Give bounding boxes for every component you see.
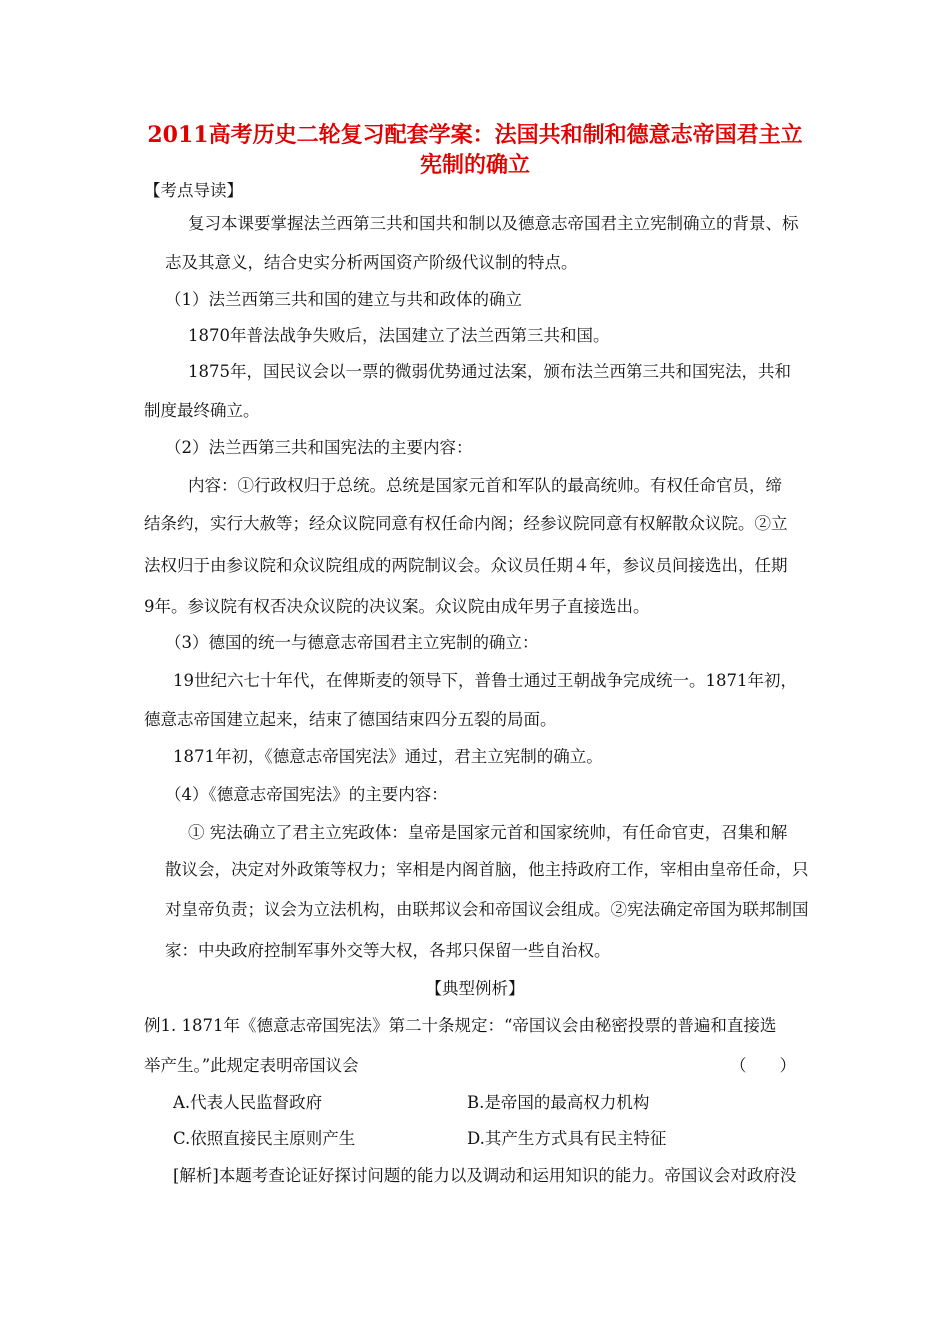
intro-line-2: 志及其意义，结合史实分析两国资产阶级代议制的特点。 — [165, 253, 578, 272]
para-4-line-c: 对皇帝负责；议会为立法机构，由联邦议会和帝国议会组成。②宪法确定帝国为联邦制国 — [165, 900, 809, 919]
para-3-line-2: 1871年初，《德意志帝国宪法》通过，君主立宪制的确立。 — [173, 747, 603, 766]
para-1-line-2b: 制度最终确立。 — [144, 401, 260, 420]
para-2-line-d: 9年。参议院有权否决众议院的决议案。众议院由成年男子直接选出。 — [144, 597, 650, 616]
heading-2: （2）法兰西第三共和国宪法的主要内容： — [165, 438, 473, 457]
section-guide-heading: 【考点导读】 — [144, 181, 243, 200]
option-a: A.代表人民监督政府 — [173, 1093, 323, 1112]
heading-4: （4）《德意志帝国宪法》的主要内容： — [165, 785, 448, 804]
doc-title-line-2: 宪制的确立 — [419, 152, 530, 178]
para-2-line-c: 法权归于由参议院和众议院组成的两院制议会。众议员任期４年，参议员间接选出，任期 — [144, 556, 788, 575]
option-c: C.依照直接民主原则产生 — [173, 1129, 356, 1148]
option-d: D.其产生方式具有民主特征 — [467, 1129, 667, 1148]
option-b: B.是帝国的最高权力机构 — [467, 1093, 650, 1112]
intro-line-1: 复习本课要掌握法兰西第三共和国共和制以及德意志帝国君主立宪制确立的背景、标 — [188, 214, 799, 233]
para-4-line-b: 散议会，决定对外政策等权力；宰相是内阁首脑，他主持政府工作，宰相由皇帝任命，只 — [165, 860, 809, 879]
doc-title-line-1: 2011高考历史二轮复习配套学案：法国共和制和德意志帝国君主立 — [147, 122, 803, 148]
para-3-line-1a: 19世纪六七十年代，在俾斯麦的领导下，普鲁士通过王朝战争完成统一。1871年初， — [173, 671, 797, 690]
heading-1: （1）法兰西第三共和国的建立与共和政体的确立 — [165, 290, 522, 309]
analysis-line: [解析]本题考查论证好探讨问题的能力以及调动和运用知识的能力。帝国议会对政府没 — [173, 1166, 797, 1185]
para-1-line-1: 1870年普法战争失败后，法国建立了法兰西第三共和国。 — [188, 326, 610, 345]
para-2-line-a: 内容：①行政权归于总统。总统是国家元首和军队的最高统帅。有权任命官员，缔 — [188, 476, 782, 495]
example-1-line-b: 举产生。”此规定表明帝国议会 — [144, 1056, 359, 1075]
para-4-line-a: ① 宪法确立了君主立宪政体：皇帝是国家元首和国家统帅，有任命官吏，召集和解 — [188, 823, 788, 842]
para-1-line-2a: 1875年，国民议会以一票的微弱优势通过法案，颁布法兰西第三共和国宪法，共和 — [188, 362, 791, 381]
para-3-line-1b: 德意志帝国建立起来，结束了德国结束四分五裂的局面。 — [144, 710, 557, 729]
para-2-line-b: 结条约，实行大赦等；经众议院同意有权任命内阁；经参议院同意有权解散众议院。②立 — [144, 514, 788, 533]
para-4-line-d: 家：中央政府控制军事外交等大权，各邦只保留一些自治权。 — [165, 941, 611, 960]
answer-parentheses: （ ） — [730, 1056, 796, 1075]
heading-3: （3）德国的统一与德意志帝国君主立宪制的确立： — [165, 633, 539, 652]
section-example-heading: 【典型例析】 — [425, 979, 525, 998]
example-1-line-a: 例1. 1871年《德意志帝国宪法》第二十条规定：“帝国议会由秘密投票的普遍和直接选 — [144, 1016, 777, 1035]
